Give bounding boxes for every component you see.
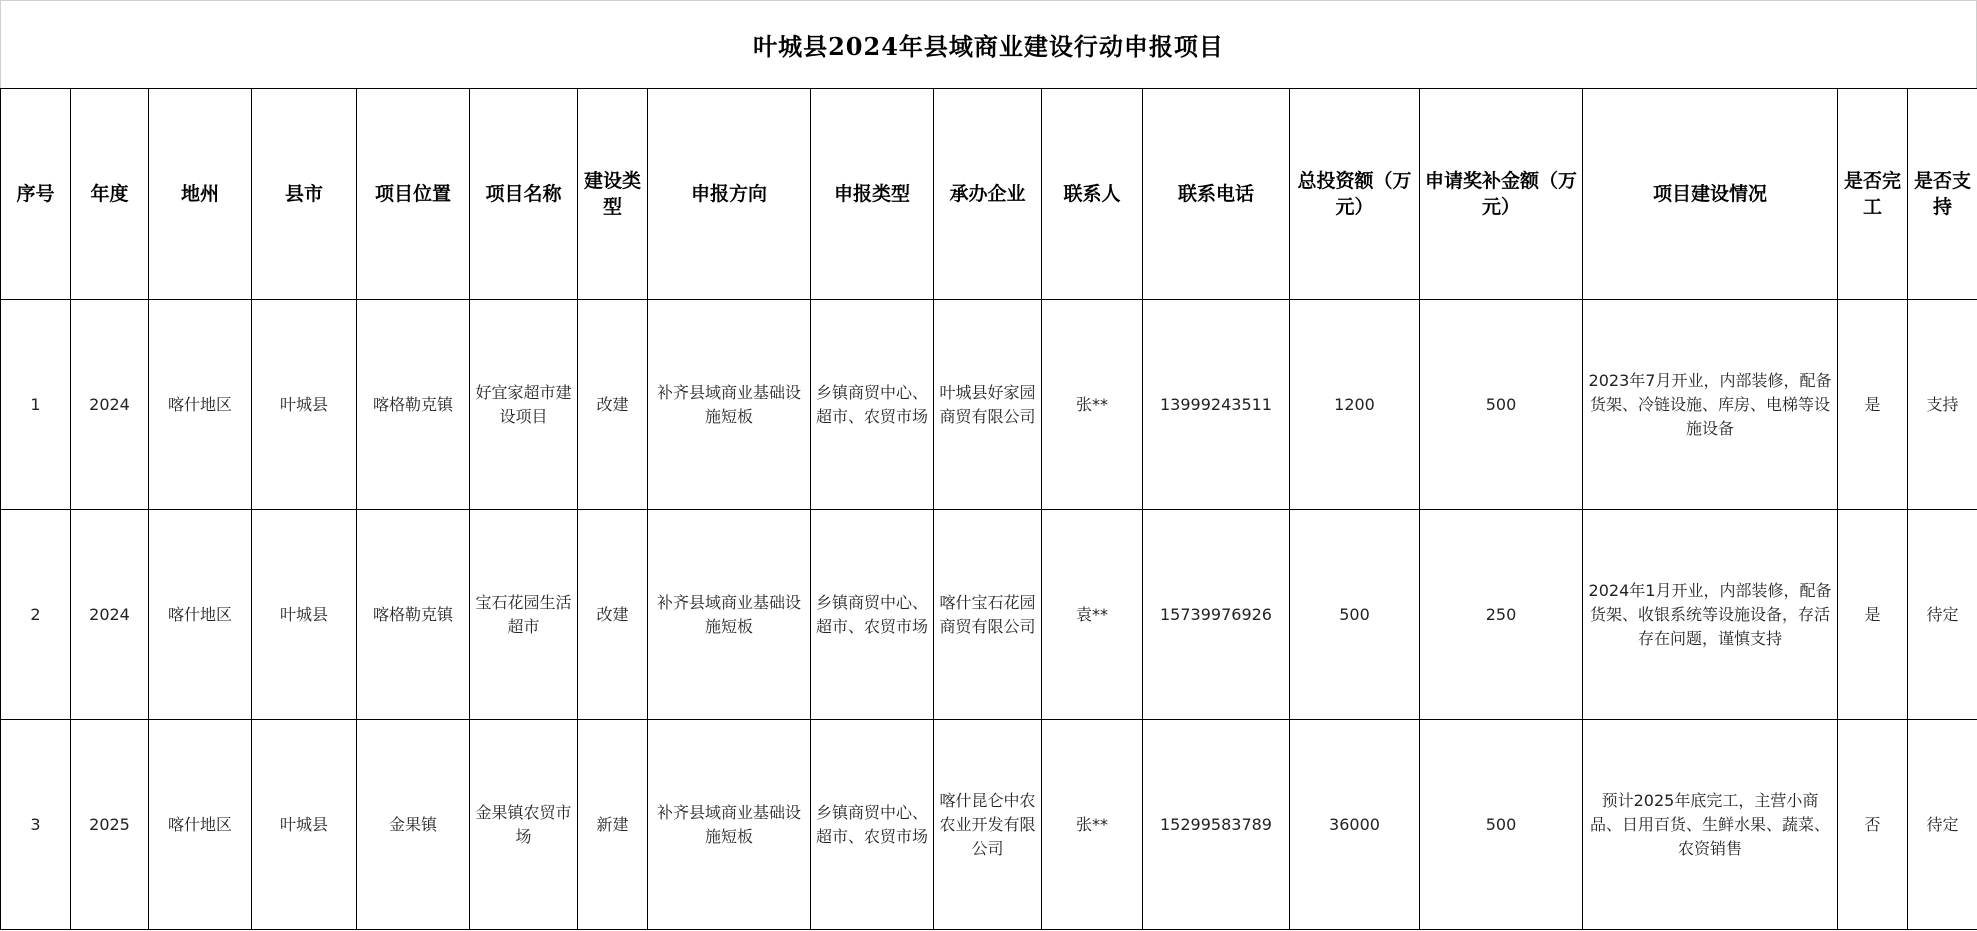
column-header: 承办企业 [934,89,1042,300]
table-cell: 2023年7月开业，内部装修，配备货架、冷链设施、库房、电梯等设施设备 [1583,300,1838,510]
table-cell: 15739976926 [1143,510,1290,720]
table-cell: 500 [1420,300,1583,510]
table-cell: 好宜家超市建设项目 [470,300,578,510]
column-header: 是否完工 [1838,89,1908,300]
title-bar [0,0,1977,88]
column-header: 项目名称 [470,89,578,300]
table-cell: 乡镇商贸中心、超市、农贸市场 [811,510,934,720]
column-header: 是否支持 [1908,89,1977,300]
table-cell: 3 [1,720,71,930]
table-cell: 乡镇商贸中心、超市、农贸市场 [811,720,934,930]
table-cell: 2024 [71,300,149,510]
table-cell: 张** [1042,300,1143,510]
table-cell: 36000 [1290,720,1420,930]
table-cell: 否 [1838,720,1908,930]
table-cell: 新建 [578,720,648,930]
column-header: 申报类型 [811,89,934,300]
column-header: 总投资额（万元） [1290,89,1420,300]
table-row [1,720,1977,930]
table-cell: 金果镇 [357,720,470,930]
table-cell: 1 [1,300,71,510]
table-cell: 1200 [1290,300,1420,510]
table-cell: 袁** [1042,510,1143,720]
table-cell: 预计2025年底完工，主营小商品、日用百货、生鲜水果、蔬菜、农资销售 [1583,720,1838,930]
column-header: 联系电话 [1143,89,1290,300]
table-cell: 15299583789 [1143,720,1290,930]
table-cell: 乡镇商贸中心、超市、农贸市场 [811,300,934,510]
table-row [1,300,1977,510]
table-cell: 喀什地区 [149,720,252,930]
table-cell: 250 [1420,510,1583,720]
table-cell: 是 [1838,510,1908,720]
table-cell: 500 [1420,720,1583,930]
table-cell: 改建 [578,300,648,510]
table-cell: 张** [1042,720,1143,930]
table-cell: 2024年1月开业，内部装修，配备货架、收银系统等设施设备，存活存在问题，谨慎支持 [1583,510,1838,720]
column-header: 序号 [1,89,71,300]
table-cell: 改建 [578,510,648,720]
table-cell: 叶城县 [252,720,357,930]
header-row [1,89,1977,300]
table-cell: 金果镇农贸市场 [470,720,578,930]
table-cell: 喀什地区 [149,300,252,510]
table-cell: 支持 [1908,300,1977,510]
table-cell: 叶城县好家园商贸有限公司 [934,300,1042,510]
table-cell: 待定 [1908,720,1977,930]
table-cell: 是 [1838,300,1908,510]
table-cell: 补齐县域商业基础设施短板 [648,510,811,720]
table-cell: 补齐县域商业基础设施短板 [648,720,811,930]
column-header: 县市 [252,89,357,300]
column-header: 地州 [149,89,252,300]
table-cell: 叶城县 [252,300,357,510]
column-header: 项目建设情况 [1583,89,1838,300]
table-cell: 2 [1,510,71,720]
table-cell: 喀格勒克镇 [357,510,470,720]
table-cell: 喀什宝石花园商贸有限公司 [934,510,1042,720]
table-cell: 喀什地区 [149,510,252,720]
table-cell: 宝石花园生活超市 [470,510,578,720]
column-header: 项目位置 [357,89,470,300]
column-header: 建设类型 [578,89,648,300]
table-cell: 13999243511 [1143,300,1290,510]
table-cell: 2025 [71,720,149,930]
page-title: 叶城县2024年县域商业建设行动申报项目 [753,32,1224,61]
column-header: 申报方向 [648,89,811,300]
table-cell: 待定 [1908,510,1977,720]
table-cell: 叶城县 [252,510,357,720]
column-header: 联系人 [1042,89,1143,300]
table-row [1,510,1977,720]
table-cell: 500 [1290,510,1420,720]
project-table [0,88,1977,930]
column-header: 年度 [71,89,149,300]
column-header: 申请奖补金额（万元） [1420,89,1583,300]
table-cell: 2024 [71,510,149,720]
table-cell: 喀什昆仑中农农业开发有限公司 [934,720,1042,930]
table-cell: 补齐县域商业基础设施短板 [648,300,811,510]
table-cell: 喀格勒克镇 [357,300,470,510]
